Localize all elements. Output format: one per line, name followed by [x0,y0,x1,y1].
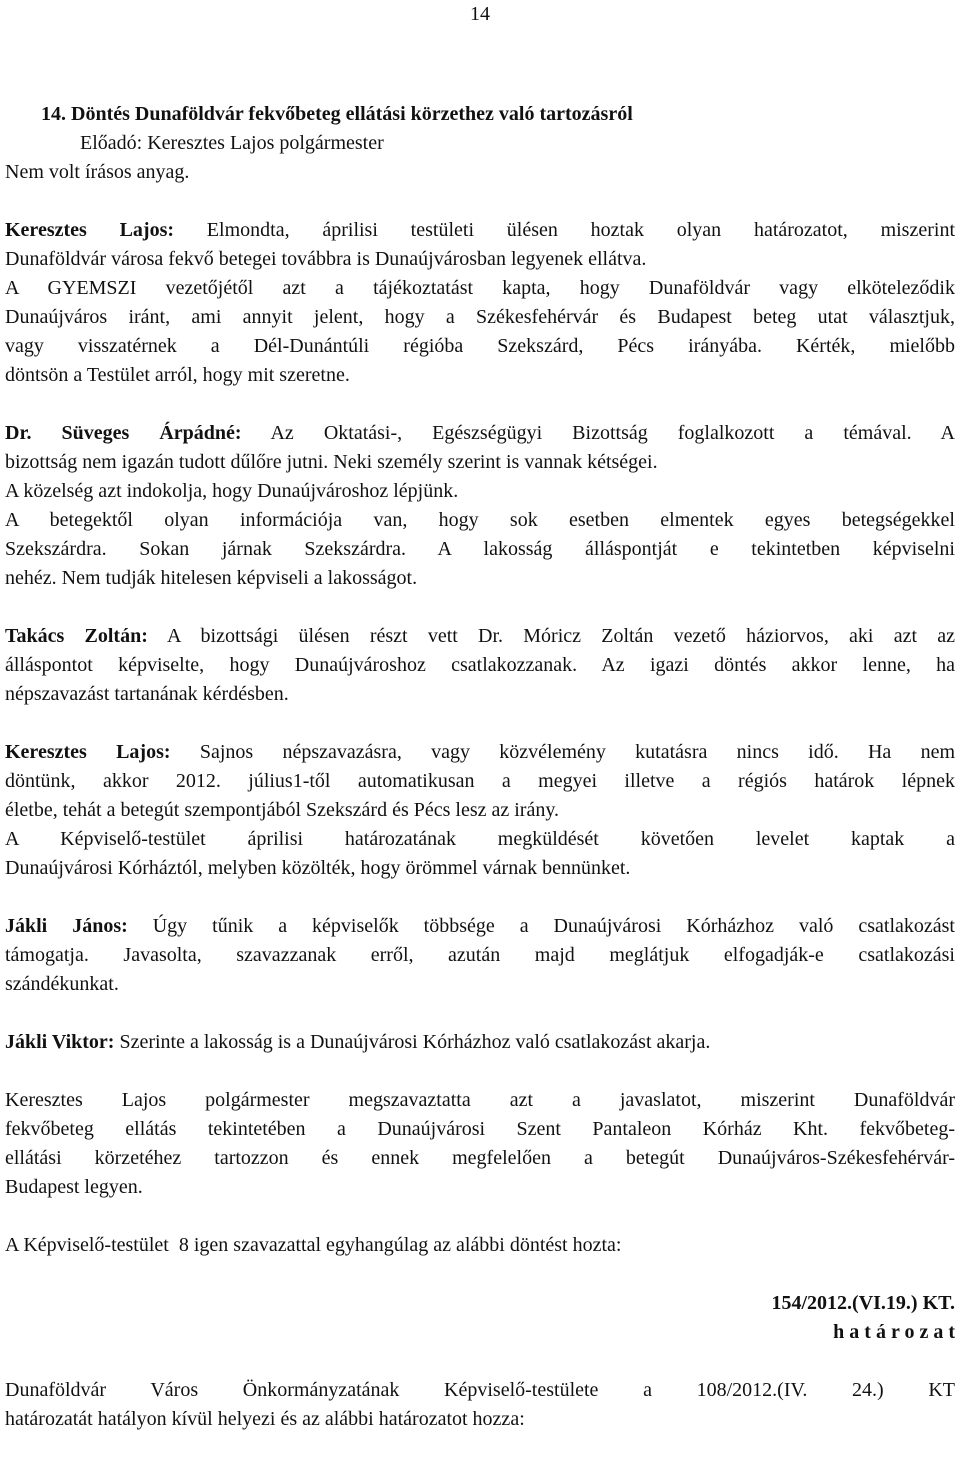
speech-line: Sajnos népszavazásra, vagy közvélemény kutatásra nincs idő. Ha nem [170,741,956,763]
speech-keresztes-1 [5,216,955,390]
speech-line: A betegektől olyan információja van, hogy sok esetben elmentek egyes betegségekkel [5,509,955,531]
speech-line: Dunaújváros iránt, ami annyit jelent, hogy a Székesfehérvár és Budapest beteg utat választjuk, [5,306,955,328]
closing-line: Dunaföldvár Város Önkormányzatának Képviselő-testülete a 108/2012.(IV. 24.) KT [5,1379,955,1401]
speech-jakli-janos [5,912,955,999]
speaker-name: Keresztes Lajos: [5,219,175,241]
document-body [5,100,955,1434]
speech-line: döntsön a Testület arról, hogy mit szeretne. [5,364,350,386]
speech-line: életbe, tehát a betegút szempontjából Szekszárd és Pécs lesz az irány. [5,799,560,821]
speaker-name: Jákli Viktor: [5,1031,115,1053]
proposal-line: Keresztes Lajos polgármester megszavaztatta azt a javaslatot, miszerint Dunaföldvár [5,1089,955,1111]
speech-line: Elmondta, áprilisi testületi ülésen hoztak olyan határozatot, miszerint [174,219,955,241]
speech-line: bizottság nem igazán tudott dűlőre jutni. Neki személy szerint is vannak kétségei. [5,451,658,473]
speech-line: döntünk, akkor 2012. július1-től automatikusan a megyei illetve a régiós határok lépnek [5,770,955,792]
speaker-name: Dr. Süveges Árpádné: [5,422,242,444]
resolution-word: h a t á r o z a t [833,1321,955,1343]
speech-line: Szekszárdra. Sokan járnak Szekszárdra. A lakosság álláspontját e tekintetben képviselni [5,538,955,560]
speaker-name: Jákli János: [5,915,128,937]
speech-line: A közelség azt indokolja, hogy Dunaújvároshoz lépjünk. [5,480,459,502]
speech-line: A bizottsági ülésen részt vett Dr. Móricz Zoltán vezető háziorvos, aki azt az [147,625,955,647]
speech-line: álláspontot képviselte, hogy Dunaújvároshoz csatlakozzanak. Az igazi döntés akkor lenne, ha [5,654,955,676]
speech-line: Az Oktatási-, Egészségügyi Bizottság foglalkozott a témával. A [241,422,956,444]
closing-line: határozatát hatályon kívül helyezi és az alábbi határozatot hozza: [5,1408,525,1430]
speech-line: népszavazást tartanának kérdésben. [5,683,289,705]
speech-line: A Képviselő-testület áprilisi határozatának megküldését követően levelet kaptak a [5,828,955,850]
closing-paragraph [5,1376,955,1434]
speech-line: Dunaújvárosi Kórháztól, melyben közölték, hogy örömmel várnak bennünket. [5,857,631,879]
speech-line: vagy visszatérnek a Dél-Dunántúli régióba Szekszárd, Pécs irányába. Kérték, mielőbb [5,335,955,357]
speech-line: szándékunkat. [5,973,119,995]
speech-line: Szerinte a lakosság is a Dunaújvárosi Kórházhoz való csatlakozást akarja. [114,1031,711,1053]
proposal-line: Budapest legyen. [5,1176,143,1198]
speech-line: Dunaföldvár városa fekvő betegei továbbra is Dunaújvárosban legyenek ellátva. [5,248,647,270]
proposal-line: fekvőbeteg ellátás tekintetében a Dunaújvárosi Szent Pantaleon Kórház Kht. fekvőbeteg- [5,1118,955,1140]
proposal-paragraph [5,1086,955,1202]
speech-line: A GYEMSZI vezetőjétől azt a tájékoztatást kapta, hogy Dunaföldvár vagy elköteleződik [5,277,955,299]
resolution-number: 154/2012.(VI.19.) KT. [771,1292,955,1314]
no-written-material: Nem volt írásos anyag. [5,161,190,183]
agenda-title: 14. Döntés Dunaföldvár fekvőbeteg ellátási körzethez való tartozásról [41,103,633,125]
speech-keresztes-2 [5,738,955,883]
speaker-name: Keresztes Lajos: [5,741,171,763]
speaker-name: Takács Zoltán: [5,625,148,647]
page-number: 14 [470,3,490,25]
vote-statement: A Képviselő-testület 8 igen szavazattal egyhangúlag az alábbi döntést hozta: [5,1234,622,1256]
agenda-presenter: Előadó: Keresztes Lajos polgármester [80,132,384,154]
proposal-line: ellátási körzetéhez tartozzon és ennek megfelelően a betegút Dunaújváros-Székesfehérvár- [5,1147,955,1169]
speech-line: Úgy tűnik a képviselők többsége a Dunaújvárosi Kórházhoz való csatlakozást [127,915,955,937]
speech-suveges [5,419,955,593]
speech-jakli-viktor [5,1028,955,1057]
speech-line: támogatja. Javasolta, szavazzanak erről, azután majd meglátjuk elfogadják-e csatlakozási [5,944,955,966]
speech-takacs [5,622,955,709]
speech-line: nehéz. Nem tudják hitelesen képviseli a lakosságot. [5,567,418,589]
